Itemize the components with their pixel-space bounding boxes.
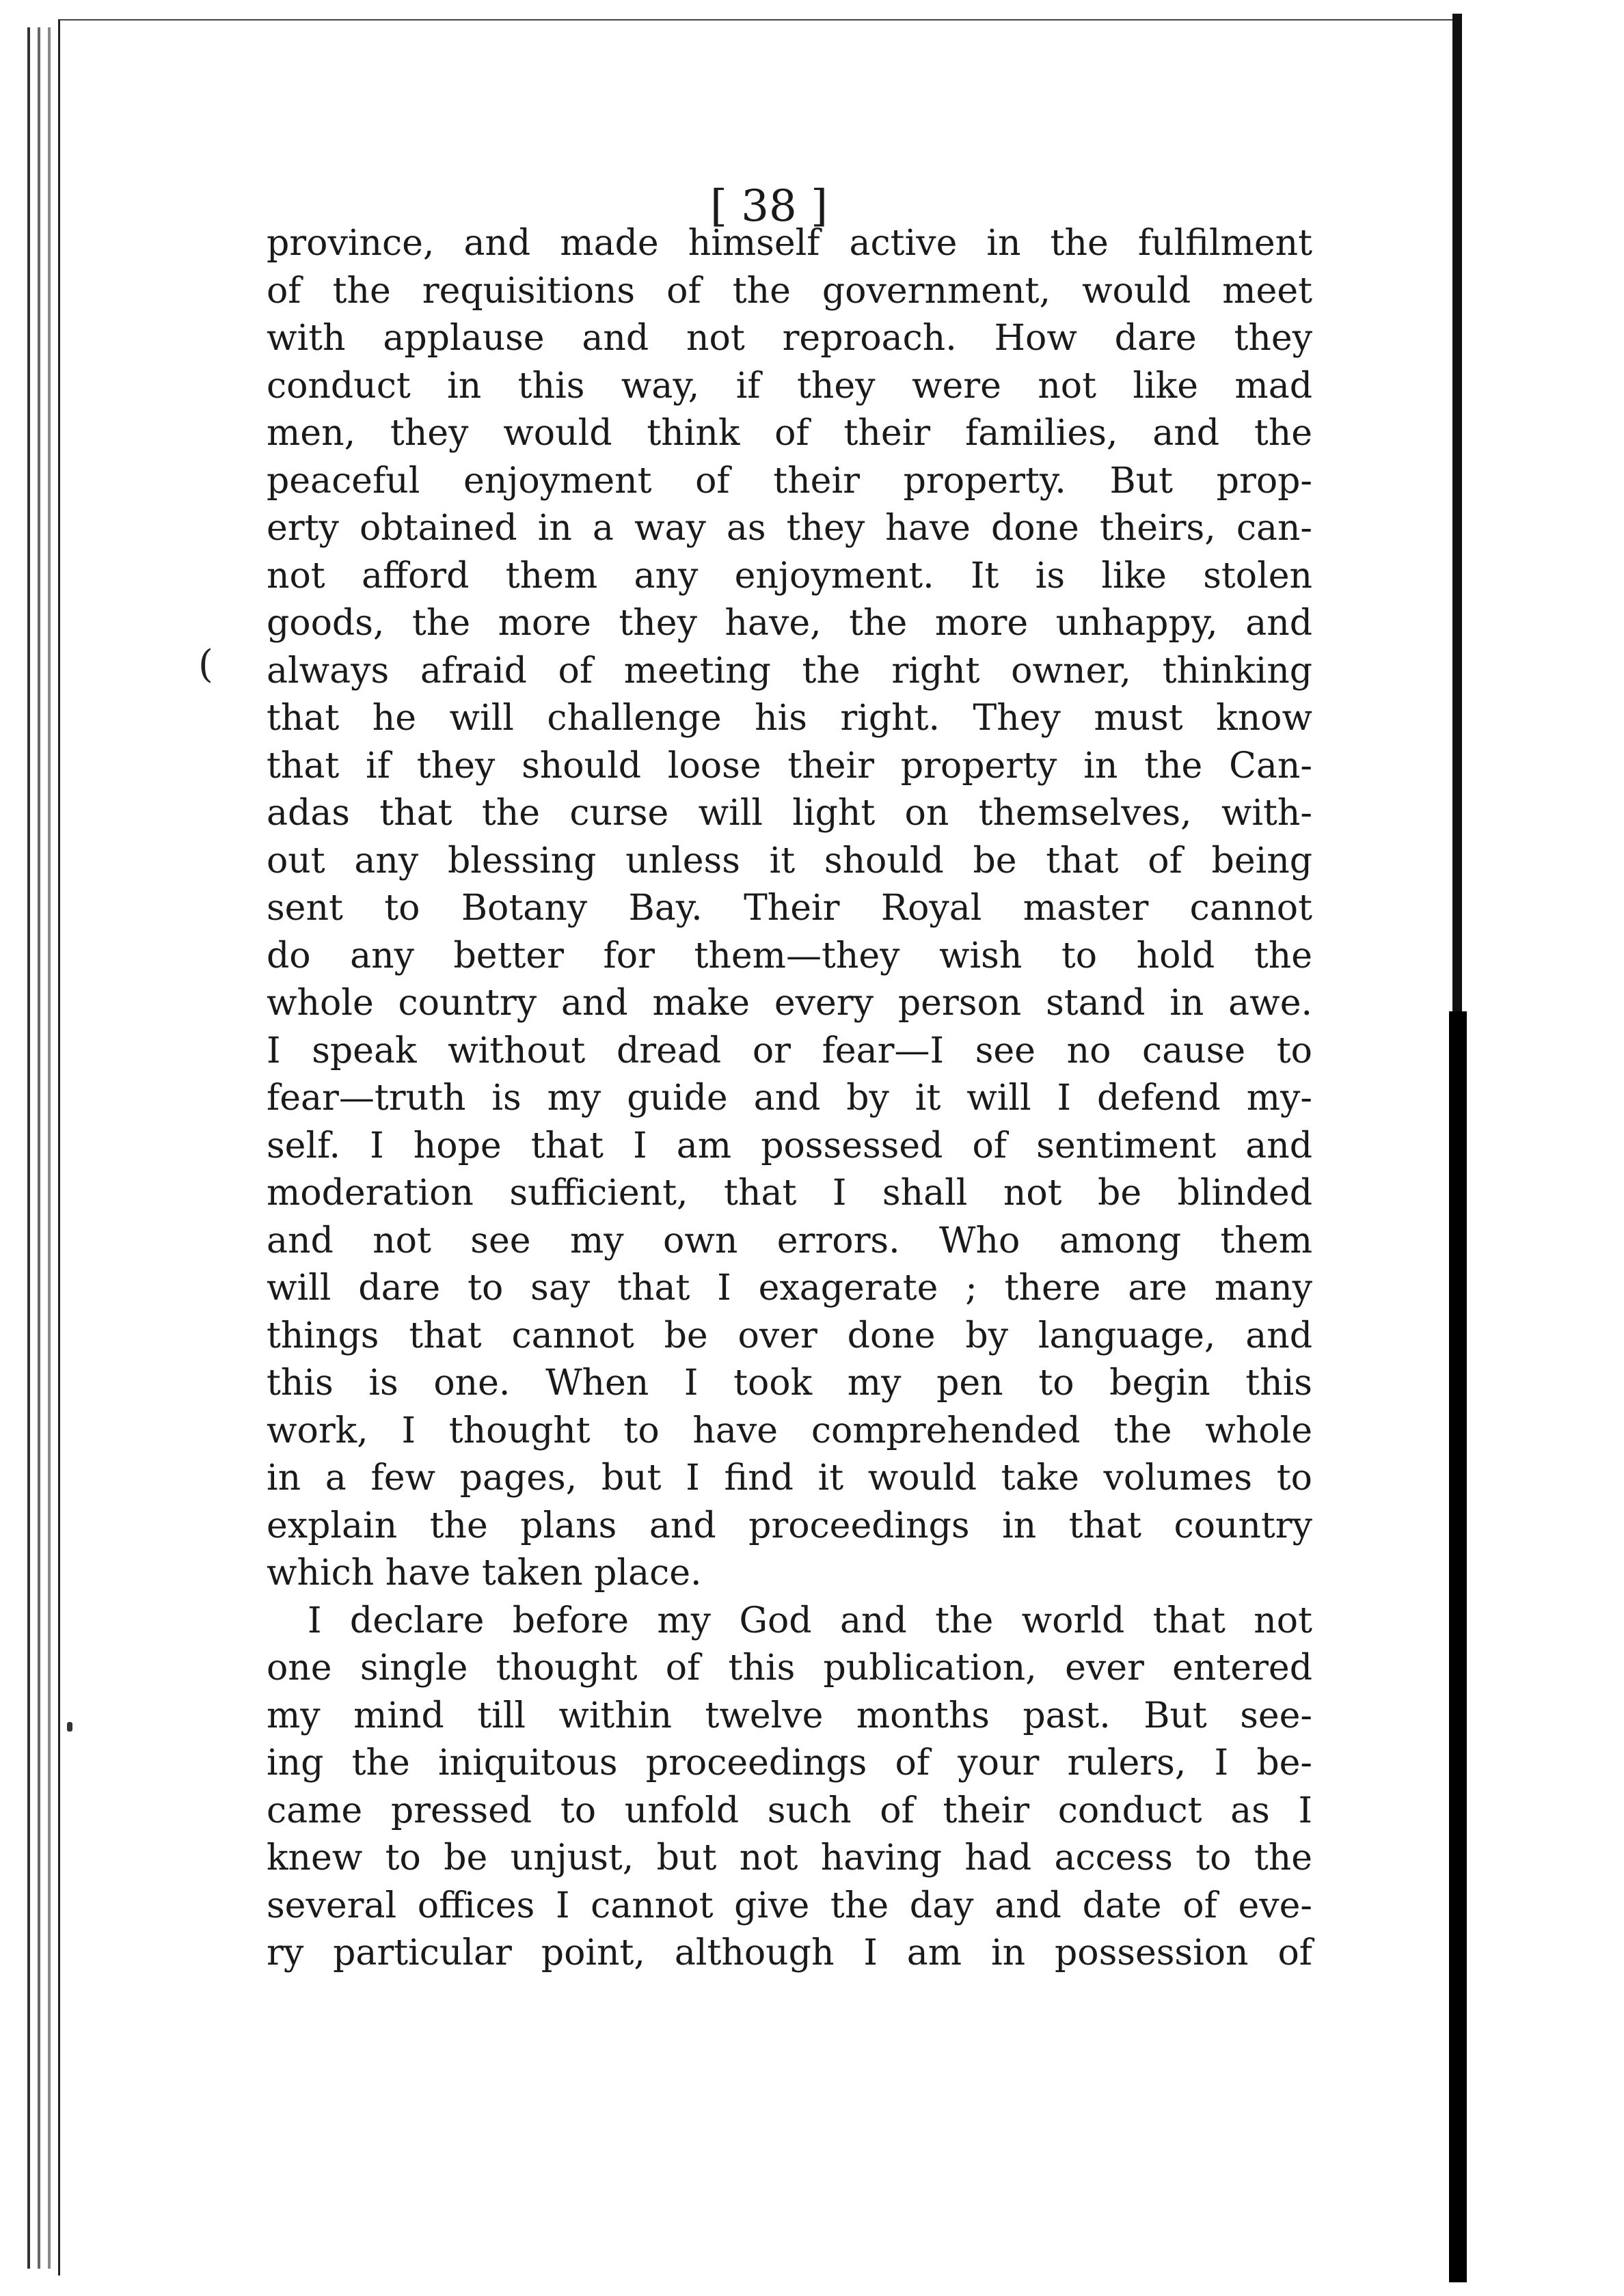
text-line: sent to Botany Bay. Their Royal master cannot <box>267 888 1312 929</box>
ink-speck <box>67 1722 72 1732</box>
page-edge-shadow <box>38 27 40 2269</box>
text-line: came pressed to unfold such of their conduct as I <box>267 1790 1312 1831</box>
text-line: that if they should loose their property in the Can- <box>267 745 1312 787</box>
text-line: moderation sufficient, that I shall not be blinded <box>267 1173 1312 1214</box>
text-line: and not see my own errors. Who among them <box>267 1220 1312 1261</box>
text-line: things that cannot be over done by language, and <box>267 1315 1312 1356</box>
text-line: that he will challenge his right. They must know <box>267 698 1312 739</box>
text-line: explain the plans and proceedings in that country <box>267 1505 1312 1546</box>
text-line: self. I hope that I am possessed of sentiment and <box>267 1125 1312 1166</box>
text-line: adas that the curse will light on themselves, with- <box>267 793 1312 834</box>
text-line: goods, the more they have, the more unhappy, and <box>267 603 1312 644</box>
text-line: do any better for them—they wish to hold the <box>267 935 1312 976</box>
text-line: I declare before my God and the world that not <box>308 1600 1312 1641</box>
text-line: not afford them any enjoyment. It is like stolen <box>267 555 1312 597</box>
text-line: conduct in this way, if they were not like mad <box>267 365 1312 407</box>
text-line: will dare to say that I exagerate ; there are many <box>267 1268 1312 1309</box>
text-line: province, and made himself active in the fulfilment <box>267 223 1312 264</box>
text-line: several offices I cannot give the day and date of eve- <box>267 1885 1312 1926</box>
text-line: which have taken place. <box>267 1553 702 1594</box>
text-line: ing the iniquitous proceedings of your rulers, I be- <box>267 1742 1312 1784</box>
text-line: fear—truth is my guide and by it will I defend my- <box>267 1078 1312 1119</box>
facing-page-edge <box>1462 20 1624 2289</box>
text-line: ry particular point, although I am in possession of <box>267 1932 1312 1973</box>
text-line: whole country and make every person stand in awe. <box>267 983 1312 1024</box>
text-line: erty obtained in a way as they have done theirs, can- <box>267 508 1312 549</box>
text-line: in a few pages, but I find it would take volumes to <box>267 1458 1312 1499</box>
text-line: my mind till within twelve months past. But see- <box>267 1695 1312 1736</box>
page-number: [ 38 ] <box>709 181 828 232</box>
text-line: I speak without dread or fear—I see no cause to <box>267 1030 1312 1071</box>
body-text <box>267 220 1312 1978</box>
text-line: always afraid of meeting the right owner, thinking <box>267 650 1312 692</box>
text-line: of the requisitions of the government, would meet <box>267 270 1312 312</box>
text-line: peaceful enjoyment of their property. But prop- <box>267 460 1312 502</box>
text-line: one single thought of this publication, ever entered <box>267 1648 1312 1689</box>
binding-fold <box>1449 1011 1467 2282</box>
text-line: men, they would think of their families, and the <box>267 413 1312 454</box>
text-line: out any blessing unless it should be that of being <box>267 840 1312 882</box>
text-line: this is one. When I took my pen to begin this <box>267 1363 1312 1404</box>
page-edge-shadow <box>27 27 30 2269</box>
margin-mark: ( <box>198 642 213 687</box>
text-line: with applause and not reproach. How dare they <box>267 318 1312 359</box>
text-line: knew to be unjust, but not having had access to the <box>267 1837 1312 1878</box>
page-edge-shadow <box>48 27 51 2269</box>
text-line: work, I thought to have comprehended the whole <box>267 1410 1312 1451</box>
